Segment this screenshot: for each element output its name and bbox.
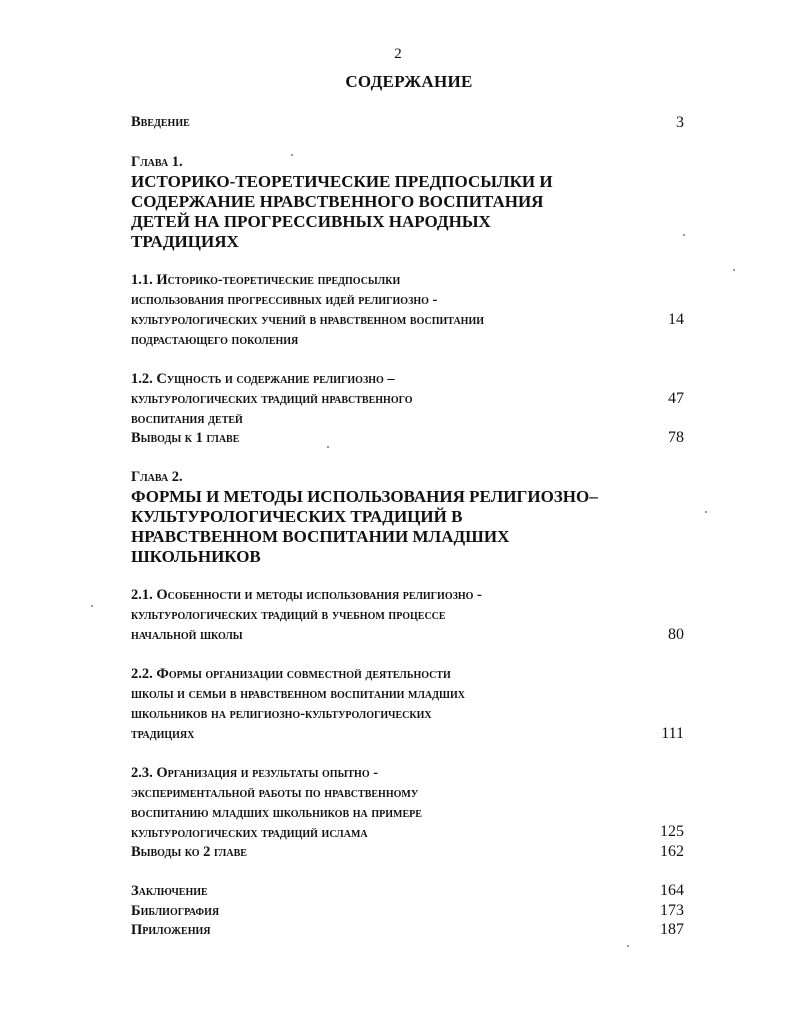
- scan-speck: [627, 945, 629, 947]
- sec-2-1-line: культурологических традиций в учебном процессе: [131, 607, 446, 623]
- chapter1-heading-line: ИСТОРИКО-ТЕОРЕТИЧЕСКИЕ ПРЕДПОСЫЛКИ И: [131, 172, 553, 191]
- sec-2-2-line: традициях: [131, 726, 195, 742]
- page-title: СОДЕРЖАНИЕ: [345, 72, 473, 91]
- scan-speck: [733, 269, 735, 271]
- chapter2-heading-line: ФОРМЫ И МЕТОДЫ ИСПОЛЬЗОВАНИЯ РЕЛИГИОЗНО–: [131, 487, 598, 506]
- chapter2-label: Глава 2.: [131, 469, 183, 485]
- scan-speck: [327, 446, 329, 448]
- toc-page-bibliography: 173: [660, 902, 684, 919]
- toc-entry-appendices: Приложения: [131, 922, 211, 938]
- chapter1-heading-line: ТРАДИЦИЯХ: [131, 232, 239, 251]
- toc-page-sec-2-3: 125: [660, 823, 684, 840]
- toc-page-introduction: 3: [676, 114, 684, 131]
- scan-speck: [683, 234, 685, 236]
- toc-page-conclusions-1: 78: [668, 429, 684, 446]
- chapter2-heading-line: НРАВСТВЕННОМ ВОСПИТАНИИ МЛАДШИХ: [131, 527, 510, 546]
- sec-1-1-line: культурологических учений в нравственном воспитании: [131, 312, 485, 328]
- sec-2-3-line: воспитанию младших школьников на примере: [131, 805, 422, 821]
- toc-page-sec-1-1: 14: [668, 311, 684, 328]
- toc-page-conclusion: 164: [660, 882, 684, 899]
- toc-page-sec-2-2: 111: [661, 725, 684, 742]
- sec-1-2-line: воспитания детей: [131, 411, 243, 427]
- sec-1-2-line: 1.2. Сущность и содержание религиозно –: [131, 371, 395, 387]
- toc-page-conclusions-2: 162: [660, 843, 684, 860]
- sec-2-2-line: школы и семьи в нравственном воспитании младших: [131, 686, 466, 702]
- sec-2-3-line: 2.3. Организация и результаты опытно -: [131, 765, 379, 781]
- toc-entry-conclusion: Заключение: [131, 883, 208, 899]
- sec-1-1-line: подрастающего поколения: [131, 332, 299, 348]
- sec-2-3-line: экспериментальной работы по нравственному: [131, 785, 419, 801]
- sec-2-2-line: 2.2. Формы организации совместной деятельности: [131, 666, 451, 682]
- toc-entry-introduction: Введение: [131, 114, 190, 130]
- toc-entry-conclusions-1: Выводы к 1 главе: [131, 430, 240, 446]
- page-number: 2: [394, 46, 402, 62]
- sec-1-1-line: использования прогрессивных идей религиозно -: [131, 292, 438, 308]
- toc-page-appendices: 187: [660, 921, 684, 938]
- chapter1-heading-line: ДЕТЕЙ НА ПРОГРЕССИВНЫХ НАРОДНЫХ: [131, 212, 491, 231]
- toc-entry-conclusions-2: Выводы ко 2 главе: [131, 844, 247, 860]
- sec-2-2-line: школьников на религиозно-культурологических: [131, 706, 432, 722]
- sec-1-2-line: культурологических традиций нравственного: [131, 391, 413, 407]
- toc-page-sec-1-2: 47: [668, 390, 684, 407]
- sec-2-3-line: культурологических традиций ислама: [131, 825, 368, 841]
- chapter2-heading-line: КУЛЬТУРОЛОГИЧЕСКИХ ТРАДИЦИЙ В: [131, 507, 463, 526]
- toc-page-sec-2-1: 80: [668, 626, 684, 643]
- chapter1-heading-line: СОДЕРЖАНИЕ НРАВСТВЕННОГО ВОСПИТАНИЯ: [131, 192, 544, 211]
- scan-speck: [291, 154, 293, 156]
- toc-entry-bibliography: Библиография: [131, 903, 220, 919]
- chapter1-label: Глава 1.: [131, 154, 183, 170]
- chapter2-heading-line: ШКОЛЬНИКОВ: [131, 547, 261, 566]
- sec-2-1-line: начальной школы: [131, 627, 243, 643]
- sec-1-1-line: 1.1. Историко-теоретические предпосылки: [131, 272, 401, 288]
- scan-speck: [705, 511, 707, 513]
- sec-2-1-line: 2.1. Особенности и методы использования религиозно -: [131, 587, 482, 603]
- scan-speck: [91, 605, 93, 607]
